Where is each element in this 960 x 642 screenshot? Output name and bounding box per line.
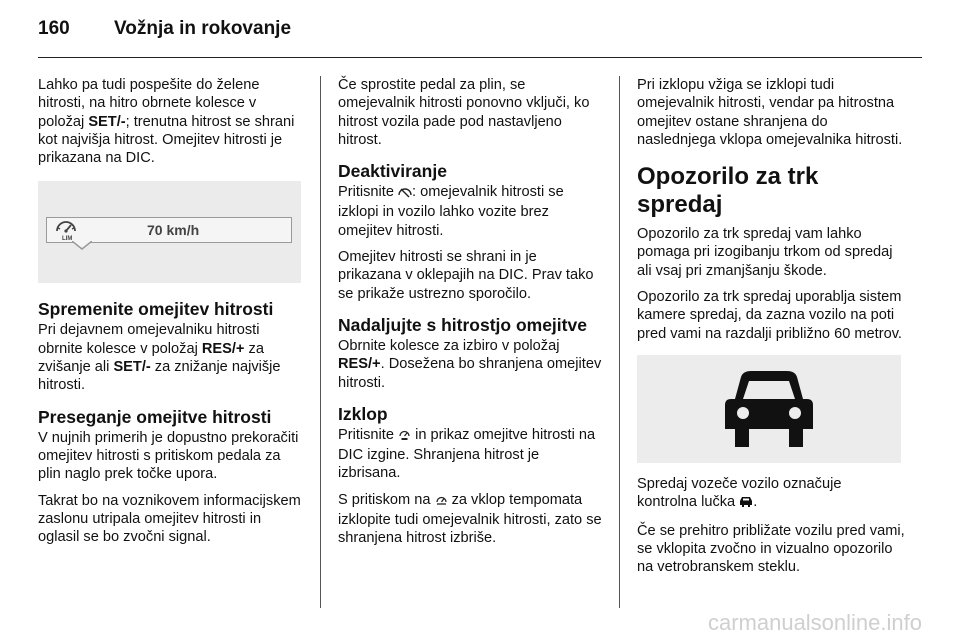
cruise-control-icon bbox=[435, 493, 448, 511]
deactivate-paragraph: Pritisnite : omejevalnik hitrosti se izklopi in vozilo lahko vozite brez omejitev hitrosti. bbox=[338, 184, 564, 239]
heading-exceed-limit: Preseganje omejitve hitrosti bbox=[38, 406, 272, 427]
display-pointer bbox=[72, 241, 92, 251]
column-1 bbox=[38, 76, 304, 554]
column-divider-1 bbox=[320, 76, 321, 608]
heading-deactivate: Deaktiviranje bbox=[338, 161, 447, 182]
cruise-control-paragraph: S pritiskom na za vklop tempomata izklopite tudi omejevalnik hitrosti, zato se shranjena hitrost izbriše. bbox=[338, 491, 602, 547]
speed-limiter-icon-inline bbox=[398, 428, 411, 446]
heading-forward-collision: Opozorilo za trk spredaj bbox=[637, 163, 819, 219]
header-divider bbox=[38, 57, 922, 58]
intro-paragraph: Lahko pa tudi pospešite do želene hitrosti, na hitro obrnete kolesce v položaj SET/-; trenutna hitrost se shrani kot najvišja hitrost. Omejitev hitrosti je prikazana na DIC. bbox=[38, 77, 295, 167]
dic-display-illustration bbox=[38, 181, 301, 283]
exceed-paragraph-2: Takrat bo na voznikovem informacijskem zaslonu utripala omejitev hitrosti in oglasil se bo zvočni signal. bbox=[38, 492, 301, 546]
vehicle-ahead-paragraph: Spredaj vozeče vozilo označuje kontrolna lučka . bbox=[637, 475, 905, 514]
switch-off-paragraph: Pritisnite in prikaz omejitve hitrosti na DIC izgine. Shranjena hitrost je izbrisana. bbox=[338, 426, 596, 482]
page-number: 160 bbox=[38, 18, 70, 39]
collision-intro-paragraph: Opozorilo za trk spredaj vam lahko pomaga pri izogibanju trkom od spredaj ali vsaj pri zmanjšanju škode. bbox=[637, 226, 893, 279]
page-header bbox=[38, 18, 291, 58]
collision-camera-paragraph: Opozorilo za trk spredaj uporablja sistem kamere spredaj, da zazna vozilo na poti pred vami na razdalji približno 60 metrov. bbox=[637, 289, 902, 342]
resume-paragraph: Obrnite kolesce za izbiro v položaj RES/+. Dosežena bo shranjena omejitev hitrosti. bbox=[338, 337, 602, 391]
chapter-title: Vožnja in rokovanje bbox=[114, 18, 292, 39]
vehicle-ahead-icon bbox=[723, 367, 815, 451]
vehicle-ahead-indicator-icon bbox=[739, 495, 753, 513]
exceed-paragraph-1: V nujnih primerih je dopustno prekoračiti omejitev hitrosti s pritiskom pedala za plin naglo prek točke upora. bbox=[38, 429, 299, 483]
column-divider-2 bbox=[619, 76, 620, 608]
heading-switch-off: Izklop bbox=[338, 403, 388, 424]
column-3 bbox=[637, 76, 905, 584]
limiter-off-icon bbox=[398, 185, 412, 203]
approach-warning-paragraph: Če se prehitro približate vozilu pred vami, se vklopita zvočno in vizualno opozorilo na vetrobranskem steklu. bbox=[637, 522, 905, 576]
vehicle-ahead-illustration bbox=[637, 355, 901, 463]
dic-display-bar bbox=[46, 217, 292, 243]
ignition-off-paragraph: Pri izklopu vžiga se izklopi tudi omejevalnik hitrosti, vendar pa hitrostna omejitev ostane shranjena do naslednjega vklopa omejevalnika hitrosti. bbox=[637, 77, 903, 148]
watermark: carmanualsonline.info bbox=[707, 610, 922, 635]
heading-resume: Nadaljujte s hitrostjo omejitve bbox=[338, 314, 587, 335]
column-2 bbox=[338, 76, 604, 556]
dic-speed-value: 70 km/h bbox=[147, 222, 200, 239]
svg-text:LIM: LIM bbox=[62, 236, 73, 242]
release-pedal-paragraph: Če sprostite pedal za plin, se omejevalnik hitrosti ponovno vključi, ko hitrost vozila pade pod nastavljeno hitrost. bbox=[338, 77, 590, 148]
change-limit-paragraph: Pri dejavnem omejevalniku hitrosti obrnite kolesce v položaj RES/+ za zvišanje ali SET/- za znižanje najvišje hitrosti. bbox=[38, 322, 281, 394]
stored-limit-paragraph: Omejitev hitrosti se shrani in je prikazana v oklepajih na DIC. Prav tako se prikaže ustrezno sporočilo. bbox=[338, 249, 594, 302]
heading-change-limit: Spremenite omejitev hitrosti bbox=[38, 299, 274, 320]
